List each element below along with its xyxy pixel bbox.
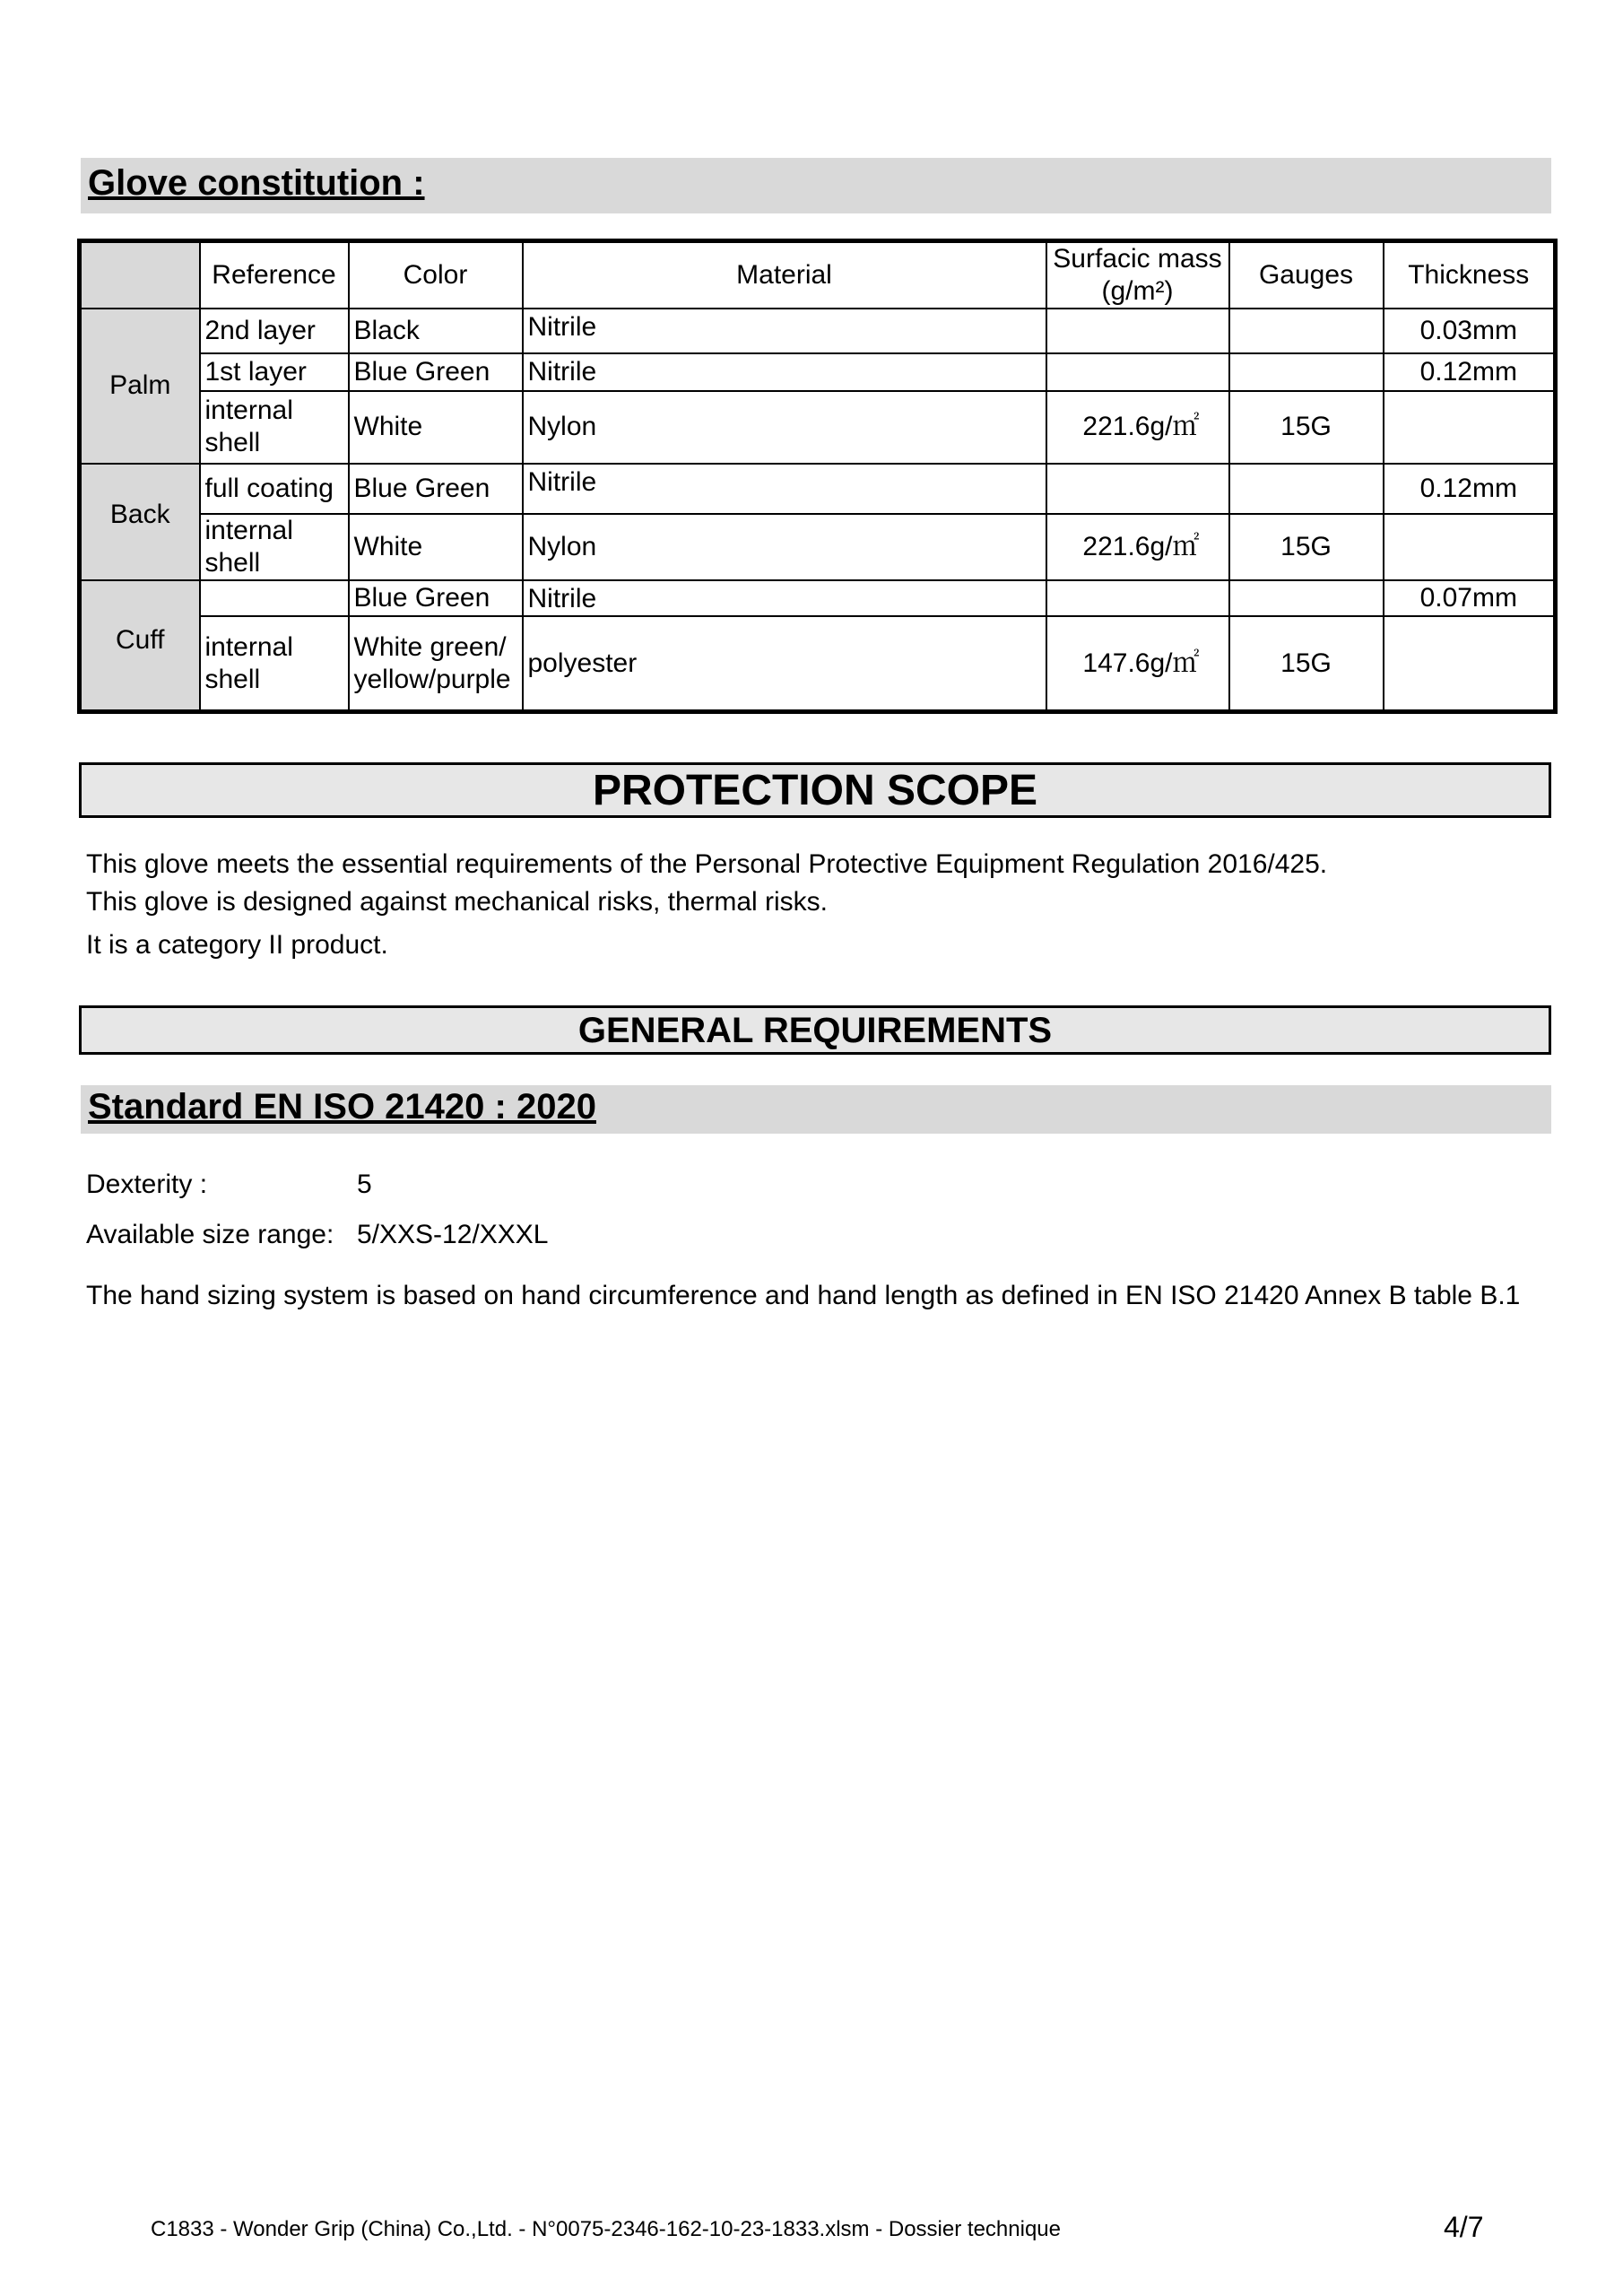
header-reference: Reference	[200, 241, 349, 309]
cell-color	[349, 616, 523, 711]
hand-sizing-note: The hand sizing system is based on hand circumference and hand length as defined in EN ISO 21420 Annex B table B.1	[86, 1281, 1521, 1310]
cell-mass	[1046, 464, 1229, 514]
cell-mass: 147.6g/㎡	[1046, 616, 1229, 711]
header-color: Color	[349, 241, 523, 309]
cell-mass: 221.6g/㎡	[1046, 391, 1229, 463]
cell-color: Blue Green	[349, 353, 523, 391]
cell-reference-line2: shell	[204, 664, 261, 694]
cell-reference-line2: shell	[204, 428, 261, 458]
cell-gauge: 15G	[1229, 616, 1384, 711]
cell-gauge	[1229, 580, 1384, 616]
cell-reference: full coating	[200, 464, 349, 514]
general-requirements-banner: GENERAL REQUIREMENTS	[79, 1005, 1551, 1055]
cell-material: Nitrile	[523, 580, 1046, 616]
cell-thickness	[1384, 616, 1556, 711]
glove-constitution-header	[81, 158, 1551, 213]
cell-reference	[200, 616, 349, 711]
cell-material: Nylon	[523, 391, 1046, 463]
header-corner-cell	[80, 241, 200, 309]
cell-thickness	[1384, 391, 1556, 463]
group-back: Back	[80, 464, 200, 580]
glove-constitution-table	[77, 239, 1558, 714]
header-gauges: Gauges	[1229, 241, 1384, 309]
cell-reference-line1: internal	[204, 631, 293, 662]
cell-thickness: 0.03mm	[1384, 309, 1556, 353]
table-header-row	[80, 241, 1556, 309]
footer-text: C1833 - Wonder Grip (China) Co.,Ltd. - N°0075-2346-162-10-23-1833.xlsm - Dossier technique	[151, 2217, 1061, 2241]
cell-mass	[1046, 309, 1229, 353]
cell-thickness: 0.12mm	[1384, 353, 1556, 391]
cell-reference-line2: shell	[204, 547, 261, 578]
cell-reference	[200, 580, 349, 616]
table-row	[80, 514, 1556, 580]
table-row	[80, 580, 1556, 616]
cell-gauge: 15G	[1229, 514, 1384, 580]
table-row	[80, 391, 1556, 463]
cell-gauge	[1229, 353, 1384, 391]
cell-gauge	[1229, 464, 1384, 514]
cell-mass: 221.6g/㎡	[1046, 514, 1229, 580]
dexterity-label: Dexterity :	[86, 1170, 208, 1199]
cell-gauge: 15G	[1229, 391, 1384, 463]
header-surfacic-mass	[1046, 241, 1229, 309]
dexterity-value: 5	[357, 1170, 372, 1199]
standard-header	[81, 1085, 1551, 1134]
cell-thickness: 0.07mm	[1384, 580, 1556, 616]
cell-thickness: 0.12mm	[1384, 464, 1556, 514]
cell-material: Nitrile	[523, 464, 1046, 514]
cell-mass	[1046, 580, 1229, 616]
cell-reference-line1: internal	[204, 396, 293, 426]
cell-gauge	[1229, 309, 1384, 353]
header-surfacic-mass-line2: (g/m²)	[1101, 276, 1174, 306]
scope-line-1: This glove meets the essential requirements of the Personal Protective Equipment Regulation 2016/425.	[86, 849, 1328, 879]
cell-material: Nylon	[523, 514, 1046, 580]
cell-color: White	[349, 514, 523, 580]
cell-reference	[200, 391, 349, 463]
size-range-value: 5/XXS-12/XXXL	[357, 1220, 549, 1249]
table-row	[80, 353, 1556, 391]
cell-thickness	[1384, 514, 1556, 580]
group-cuff: Cuff	[80, 580, 200, 712]
cell-color: Blue Green	[349, 464, 523, 514]
cell-reference-line1: internal	[204, 515, 293, 545]
standard-title: Standard EN ISO 21420 : 2020	[88, 1087, 596, 1126]
scope-line-3: It is a category II product.	[86, 930, 388, 960]
group-palm: Palm	[80, 309, 200, 464]
protection-scope-banner: PROTECTION SCOPE	[79, 762, 1551, 818]
cell-color: White	[349, 391, 523, 463]
cell-reference: 1st layer	[200, 353, 349, 391]
table-row	[80, 309, 1556, 353]
table-row	[80, 464, 1556, 514]
cell-material: polyester	[523, 616, 1046, 711]
header-surfacic-mass-line1: Surfacic mass	[1053, 244, 1222, 274]
header-material: Material	[523, 241, 1046, 309]
scope-line-2: This glove is designed against mechanical risks, thermal risks.	[86, 887, 829, 917]
cell-material: Nitrile	[523, 309, 1046, 353]
cell-material: Nitrile	[523, 353, 1046, 391]
header-thickness: Thickness	[1384, 241, 1556, 309]
cell-mass	[1046, 353, 1229, 391]
table-row	[80, 616, 1556, 711]
cell-color-line1: White green/	[353, 631, 507, 662]
cell-color: Black	[349, 309, 523, 353]
page-number: 4/7	[1444, 2211, 1484, 2243]
size-range-label: Available size range:	[86, 1220, 334, 1249]
cell-color-line2: yellow/purple	[353, 664, 511, 694]
cell-reference: 2nd layer	[200, 309, 349, 353]
cell-color: Blue Green	[349, 580, 523, 616]
cell-reference	[200, 514, 349, 580]
glove-constitution-title: Glove constitution :	[88, 163, 425, 203]
